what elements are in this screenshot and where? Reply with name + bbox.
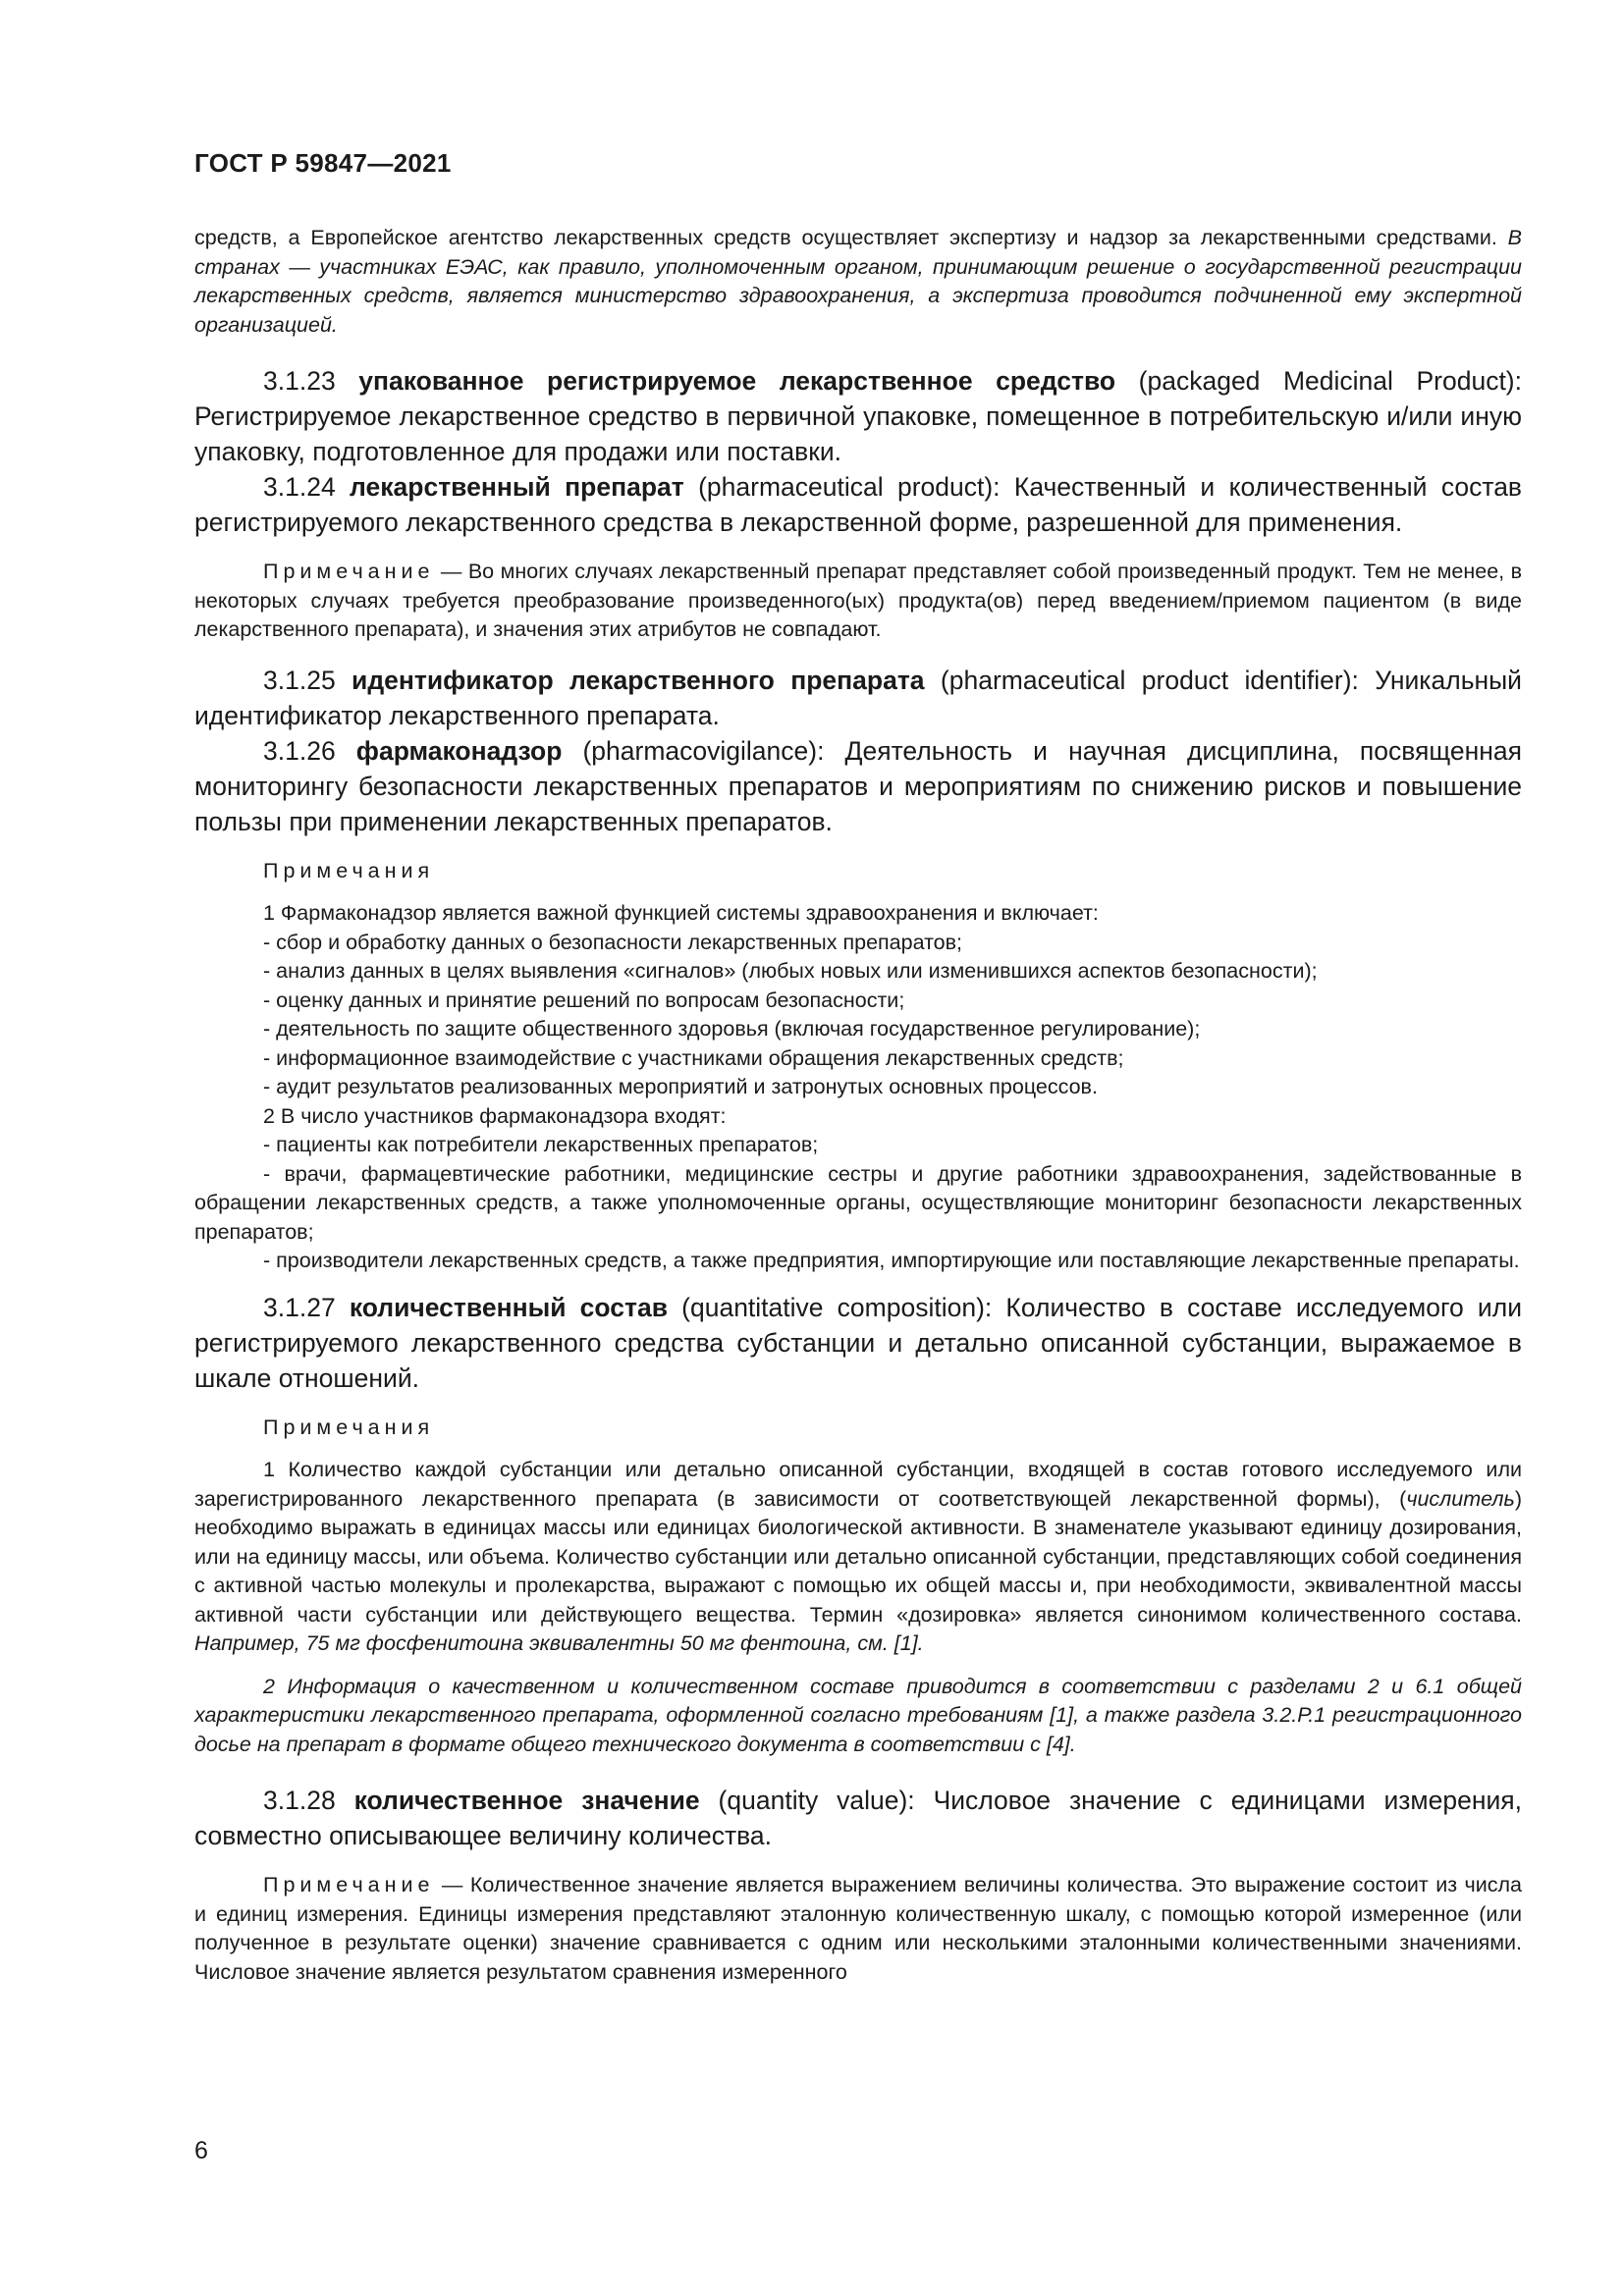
list-item: - аудит результатов реализованных мероприятий и затронутых основных процессов. (263, 1075, 1098, 1098)
term-3-1-27 (194, 1290, 1522, 1396)
page-number: 6 (194, 2137, 208, 2164)
term-3-1-24 (194, 469, 1522, 540)
term-3-1-23 (194, 363, 1522, 469)
term-definition: (quantitative composition): Количество в составе исследуемого или регистрируемого лекарственного средства субстанции и детально описанной субстанции, выражаемое в шкале отношений. (194, 1292, 1522, 1393)
notes-label: Примечания (263, 858, 435, 882)
note-italic-text: Например, 75 мг фосфенитоина эквивалентны 50 мг фентоина, см. [1]. (194, 1631, 924, 1655)
note-item: 2 В число участников фармаконадзора входят: (263, 1103, 727, 1128)
term-title: упакованное регистрируемое лекарственное средство (358, 366, 1116, 396)
term-title: фармаконадзор (355, 735, 563, 766)
page-content (194, 224, 1522, 1987)
intro-text: средств, а Европейское агентство лекарственных средств осуществляет экспертизу и надзор за лекарственными средствами. (194, 226, 1508, 249)
intro-paragraph (194, 224, 1522, 340)
term-definition: (packaged Medicinal Product): Регистрируемое лекарственное средство в первичной упаковке, помещенное в потребительскую и/или иную упаковку, подготовленное для продажи или поставки. (194, 366, 1522, 466)
term-definition: (pharmacovigilance): Деятельность и научная дисциплина, посвященная мониторингу безопасности лекарственных препаратов и мероприятиям по снижению рисков и повышение пользы при применении лекарственных препаратов. (194, 735, 1522, 836)
term-title: количественный состав (349, 1292, 668, 1322)
list-item: - производители лекарственных средств, а также предприятия, импортирующие или поставляющие лекарственные препараты. (263, 1249, 1520, 1272)
list-item: - информационное взаимодействие с участниками обращения лекарственных средств; (263, 1045, 1124, 1070)
note-label: Примечание (263, 560, 435, 583)
term-definition: (pharmaceutical product identifier): Уникальный идентификатор лекарственного препарата. (194, 665, 1522, 730)
note-italic-text: 2 Информация о качественном и количественном составе приводится в соответствии с разделами 2 и 6.1 общей характеристики лекарственного препарата, оформленной согласно требованиям [1], а также раздела 3.2.Р.1 регистрационного досье на препарат в формате общего технического документа в соответствии с [4]. (194, 1674, 1522, 1756)
list-item: - врачи, фармацевтические работники, медицинские сестры и другие работники здравоохранения, задействованные в обращении лекарственных средств, а также уполномоченные органы, осуществляющие мониторинг безопасности лекарственных препаратов; (194, 1161, 1522, 1244)
note-3-1-24 (194, 558, 1522, 645)
intro-italic-text: В странах — участниках ЕЭАС, как правило, уполномоченным органом, принимающим решение о государственной регистрации лекарственных средств, является министерство здравоохранения, а экспертиза проводится подчиненной ему экспертной организацией. (194, 226, 1522, 337)
term-title: лекарственный препарат (350, 472, 684, 502)
term-title: идентификатор лекарственного препарата (352, 665, 925, 695)
note-item: 1 Фармаконадзор является важной функцией системы здравоохранения и включает: (263, 901, 1099, 925)
term-number: 3.1.24 (263, 472, 351, 502)
term-3-1-25 (194, 663, 1522, 733)
note-text: 1 Количество каждой субстанции или детально описанной субстанции, входящей в состав готового исследуемого или зарегистрированного лекарственного препарата (в зависимости от соответствующей лекарственной формы), ( (194, 1458, 1522, 1511)
term-number: 3.1.25 (263, 665, 352, 695)
standard-header: ГОСТ Р 59847—2021 (194, 148, 452, 178)
list-item: - деятельность по защите общественного здоровья (включая государственное регулирование); (263, 1017, 1201, 1041)
list-item: - оценку данных и принятие решений по вопросам безопасности; (263, 988, 905, 1012)
note-item (194, 1673, 1522, 1760)
note-italic-text: числитель (1406, 1486, 1515, 1511)
term-number: 3.1.27 (263, 1292, 350, 1322)
term-title: количественное значение (353, 1786, 700, 1815)
list-item: - анализ данных в целях выявления «сигналов» (любых новых или изменившихся аспектов безопасности); (263, 959, 1318, 983)
term-3-1-26 (194, 733, 1522, 839)
note-label: Примечание (263, 1873, 435, 1896)
note-text: — Во многих случаях лекарственный препарат представляет собой произведенный продукт. Тем не менее, в некоторых случаях требуется преобразование произведенного(ых) продукта(ов) перед введением/приемом пациентом (в виде лекарственного препарата), и значения этих атрибутов не совпадают. (194, 560, 1522, 641)
note-3-1-28 (194, 1871, 1522, 1987)
note-item (194, 1456, 1522, 1659)
term-number: 3.1.28 (263, 1786, 354, 1815)
term-definition: (quantity value): Числовое значение с единицами измерения, совместно описывающее величину количества. (194, 1786, 1522, 1850)
term-definition: (pharmaceutical product): Качественный и количественный состав регистрируемого лекарственного средства в лекарственной форме, разрешенной для применения. (194, 472, 1523, 537)
note-text: ) необходимо выражать в единицах массы или единицах биологической активности. В знаменателе указывают единицу дозирования, или на единицу массы, или объема. Количество субстанции или детально описанной субстанции, представляющих собой соединения с активной частью молекулы и пролекарства, выражают с помощью их общей массы и, при необходимости, эквивалентной массы активной части субстанции или действующего вещества. Термин «дозировка» является синонимом количественного состава. (194, 1486, 1522, 1627)
term-3-1-28 (194, 1783, 1522, 1853)
term-number: 3.1.23 (263, 366, 359, 396)
list-item: - сбор и обработку данных о безопасности лекарственных препаратов; (263, 930, 963, 954)
notes-label: Примечания (263, 1415, 435, 1439)
note-text: — Количественное значение является выражением величины количества. Это выражение состоит из числа и единиц измерения. Единицы измерения представляют эталонную количественную шкалу, с помощью которой измеренное (или полученное в результате оценки) значение сравнивается с одним или несколькими эталонными количественными значениями. Числовое значение является результатом сравнения измеренного (194, 1873, 1522, 1984)
term-number: 3.1.26 (263, 735, 356, 766)
list-item: - пациенты как потребители лекарственных препаратов; (263, 1133, 819, 1156)
